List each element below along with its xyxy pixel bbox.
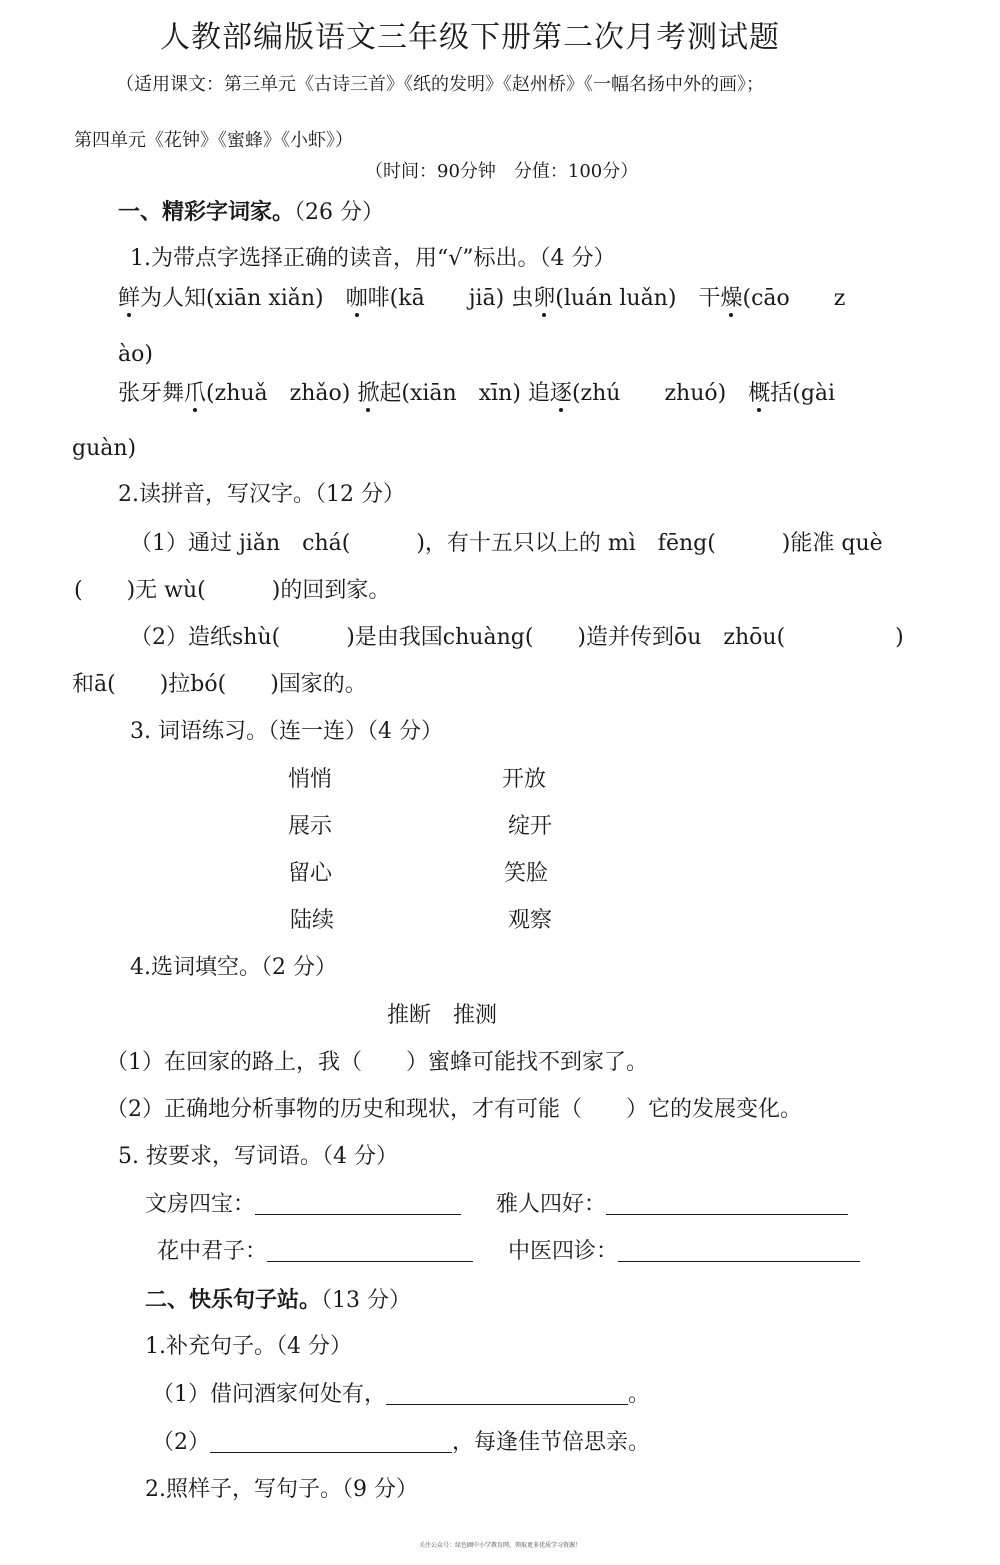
scope-line-2: 第四单元《花钟》《蜜蜂》《小虾》）	[74, 130, 353, 151]
dotted-char: 燥	[720, 286, 743, 311]
q5-label-c: 花中君子：	[157, 1239, 268, 1264]
answer-blank[interactable]	[618, 1239, 860, 1262]
q1-row2-wrap: guàn)	[72, 436, 137, 461]
q3-title: 3. 词语练习。（连一连）（4 分）	[130, 719, 443, 744]
q1-row1-word3-a: 虫	[511, 286, 534, 311]
q5-title: 5. 按要求，写词语。（4 分）	[118, 1144, 398, 1169]
match-left-word: 展示	[288, 814, 333, 839]
footer-note: 关注公众号：绿色圃中小学教育网，领取更多优质学习资源！	[418, 1542, 581, 1549]
p2-q1-title: 1.补充句子。（4 分）	[145, 1334, 352, 1359]
q1-row2-word2: 起(xiān xīn)	[379, 381, 521, 406]
q1-row1	[118, 284, 845, 314]
q5-label-a: 文房四宝：	[145, 1192, 256, 1217]
q5-item-b	[496, 1190, 848, 1220]
part1-heading	[118, 197, 384, 228]
p2-q1-sentence-2	[152, 1428, 650, 1458]
dotted-char: 概	[748, 381, 771, 406]
q1-row2-word1: (zhuǎ zhǎo)	[206, 381, 351, 406]
q5-item-d	[508, 1237, 860, 1267]
match-left-word: 陆续	[290, 908, 335, 933]
q5-label-b: 雅人四好：	[496, 1192, 607, 1217]
dotted-char: 鲜	[118, 286, 141, 311]
dotted-char: 咖	[345, 286, 368, 311]
dotted-char: 逐	[549, 381, 572, 406]
p2-q1-s1-post: 。	[628, 1382, 651, 1407]
time-score: （时间：90分钟 分值：100分）	[365, 161, 639, 182]
p2-q1-s2-pre: （2）	[152, 1430, 210, 1455]
answer-blank[interactable]	[386, 1382, 628, 1405]
answer-blank[interactable]	[606, 1192, 848, 1215]
q1-row2-word1-pre: 张牙舞	[118, 381, 185, 406]
q1-row1-word4: (cāo z	[742, 286, 846, 311]
match-left-word: 留心	[288, 861, 333, 886]
dotted-char: 卵	[533, 286, 556, 311]
q2-line2: ( )无 wù( )的回到家。	[74, 578, 391, 603]
q1-row2	[118, 379, 835, 409]
q4-title: 4.选词填空。（2 分）	[130, 955, 337, 980]
q5-item-a	[145, 1190, 461, 1220]
q2-line3: （2）造纸shù( )是由我国chuàng( )造并传到ōu zhōu( )	[130, 625, 904, 650]
match-right-word: 观察	[508, 908, 553, 933]
q1-row1-wrap: ào)	[118, 342, 153, 367]
p2-q1-sentence-1	[152, 1380, 650, 1410]
q2-title: 2.读拼音，写汉字。（12 分）	[118, 482, 405, 507]
part1-heading-text: 一、精彩字词家。	[118, 199, 295, 225]
match-left-word: 悄悄	[288, 767, 333, 792]
p2-q2-title: 2.照样子，写句子。（9 分）	[145, 1477, 418, 1502]
q2-line4: 和ā( )拉bó( )国家的。	[72, 672, 367, 697]
p2-q1-s1-pre: （1）借问酒家何处有，	[152, 1382, 386, 1407]
q1-row2-word3: (zhú zhuó)	[571, 381, 727, 406]
scope-line-1: （适用课文：第三单元《古诗三首》《纸的发明》《赵州桥》《一幅名扬中外的画》；	[116, 74, 764, 95]
q5-item-c	[157, 1237, 473, 1267]
q1-row2-word4: 括(gài	[770, 381, 836, 406]
dotted-char: 掀	[357, 381, 380, 406]
q1-row1-word3: (luán luǎn)	[555, 286, 677, 311]
page-title: 人教部编版语文三年级下册第二次月考测试题	[160, 20, 780, 55]
match-right-word: 绽开	[508, 814, 553, 839]
answer-blank[interactable]	[267, 1239, 473, 1262]
match-right-word: 开放	[502, 767, 547, 792]
part2-heading-score: （13 分）	[321, 1288, 412, 1313]
q4-options: 推断 推测	[387, 1003, 498, 1028]
dotted-char: 爪	[184, 381, 207, 406]
answer-blank[interactable]	[255, 1192, 461, 1215]
q1-row2-word3-pre: 追	[527, 381, 550, 406]
p2-q1-s2-post: ，每逢佳节倍思亲。	[452, 1430, 651, 1455]
q1-row1-word4-a: 干	[698, 286, 721, 311]
q1-row1-word2: 啡(kā jiā)	[367, 286, 505, 311]
part1-heading-score: （26 分）	[294, 200, 385, 225]
q5-label-d: 中医四诊：	[508, 1239, 619, 1264]
q2-line1: （1）通过 jiǎn chá( )，有十五只以上的 mì fēng( )能准 què	[130, 531, 883, 556]
match-right-word: 笑脸	[504, 861, 549, 886]
part2-heading-text: 二、快乐句子站。	[145, 1287, 322, 1313]
q1-row1-word1: 为人知(xiān xiǎn)	[140, 286, 324, 311]
q4-sentence-1: （1）在回家的路上，我（ ）蜜蜂可能找不到家了。	[106, 1050, 648, 1075]
q4-sentence-2: （2）正确地分析事物的历史和现状，才有可能（ ）它的发展变化。	[106, 1097, 802, 1122]
part2-heading	[145, 1285, 411, 1316]
q1-title: 1.为带点字选择正确的读音，用“√”标出。（4 分）	[130, 246, 616, 271]
answer-blank[interactable]	[210, 1430, 452, 1453]
